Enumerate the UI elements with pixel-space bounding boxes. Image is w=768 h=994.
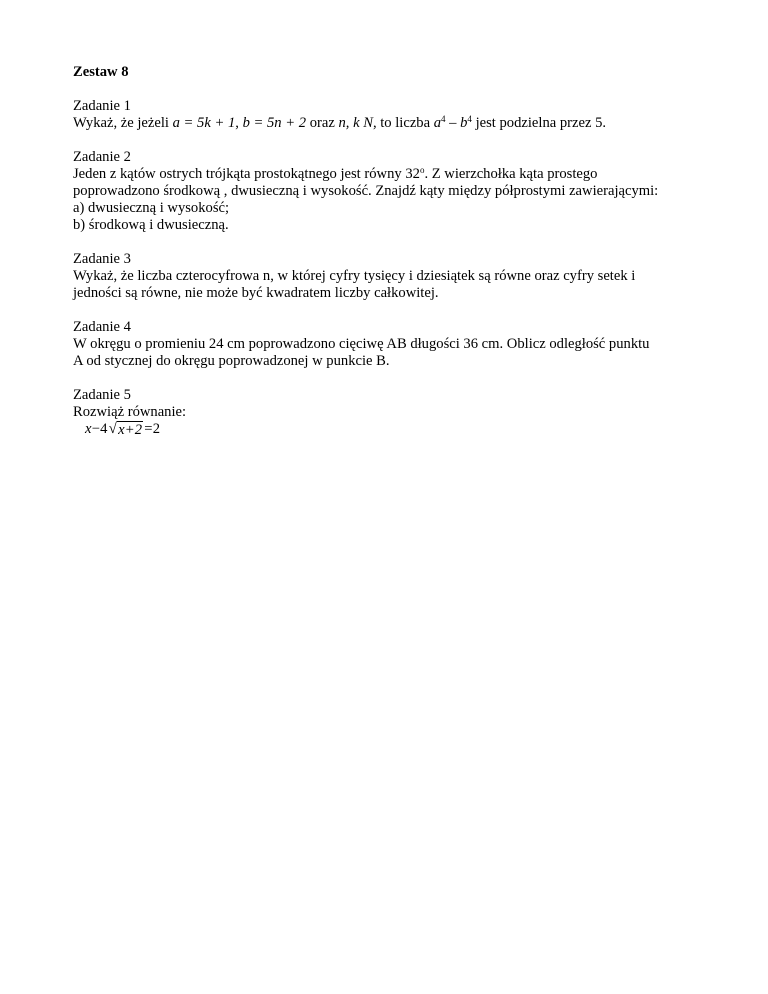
task-4-line-1: W okręgu o promieniu 24 cm poprowadzono cięciwę AB długości 36 cm. Oblicz odległość punktu [73, 336, 650, 352]
task-4-heading: Zadanie 4 [73, 319, 131, 335]
task-4-line-2: A od stycznej do okręgu poprowadzonej w punkcie B. [73, 353, 390, 369]
task-2-heading: Zadanie 2 [73, 149, 131, 165]
task-3-line-2: jedności są równe, nie może być kwadratem liczby całkowitej. [73, 285, 439, 301]
task-2 [73, 149, 713, 234]
equation: x −4 √ x+2 =2 [85, 421, 161, 438]
task-2-line-3: a) dwusieczną i wysokość; [73, 200, 230, 216]
document-page [73, 64, 713, 455]
task-3 [73, 251, 713, 302]
task-2-line-2: poprowadzono środkową , dwusieczną i wysokość. Znajdź kąty między półprostymi zawierającymi: [73, 183, 659, 199]
task-2-line-1: Jeden z kątów ostrych trójkąta prostokątnego jest równy 32$^o$. Z wierzchołka kąta prostego [73, 165, 598, 182]
task-5-heading: Zadanie 5 [73, 387, 131, 403]
task-1-heading: Zadanie 1 [73, 98, 131, 114]
square-root: √ x+2 [108, 421, 143, 438]
task-1-text: Wykaż, że jeżeli a = 5k + 1, b = 5n + 2 oraz n, k N, to liczba $a^4 - b^4$ jest podzielna przez 5. [73, 114, 607, 131]
task-1 [73, 98, 713, 132]
task-5 [73, 387, 713, 438]
task-5-line-1: Rozwiąż równanie: [73, 404, 187, 420]
task-2-line-4: b) środkową i dwusieczną. [73, 217, 229, 233]
task-4 [73, 319, 713, 370]
task-3-line-1: Wykaż, że liczba czterocyfrowa n, w której cyfry tysięcy i dziesiątek są równe oraz cyfry setek i [73, 268, 636, 284]
task-3-heading: Zadanie 3 [73, 251, 131, 267]
page-title: Zestaw 8 [73, 64, 129, 80]
task-5-equation [73, 421, 713, 438]
